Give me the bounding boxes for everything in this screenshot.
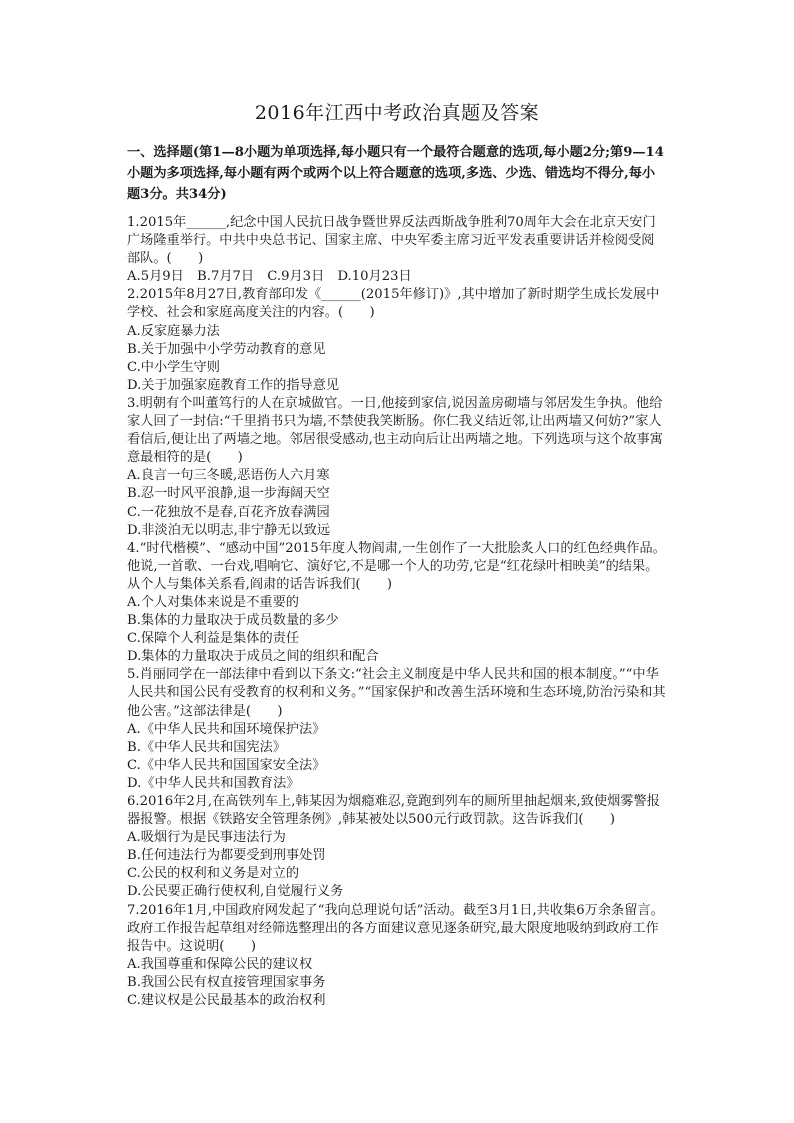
question-option: B.关于加强中小学劳动教育的意见 <box>127 341 326 357</box>
question-stem: 7.2016年1月,中国政府网发起了“我向总理说句话”活动。截至3月1日,共收集6万余条留言。政府工作报告起草组对经筛选整理出的各方面建议意见逐条研究,最大限度地吸纳到政府工作报告中。这说明( ) <box>127 902 664 954</box>
question-option: C.公民的权利和义务是对立的 <box>127 866 300 882</box>
question-option: D.关于加强家庭教育工作的指导意见 <box>127 377 340 393</box>
question-option: D.公民要正确行使权利,自觉履行义务 <box>127 884 344 900</box>
question-option: B.《中华人民共和国宪法》 <box>127 739 286 755</box>
question-stem: 6.2016年2月,在高铁列车上,韩某因为烟瘾难忍,竟跑到列车的厕所里抽起烟来,致使烟雾警报器报警。根据《铁路安全管理条例》,韩某被处以500元行政罚款。这告诉我们( ) <box>127 794 660 828</box>
question-option: B.集体的力量取决于成员数量的多少 <box>127 613 339 629</box>
question-option: A.我国尊重和保障公民的建议权 <box>127 956 313 972</box>
question-option: A.反家庭暴力法 <box>127 323 220 339</box>
question-option: A.《中华人民共和国环境保护法》 <box>127 721 326 737</box>
question-option: A.吸烟行为是民事违法行为 <box>127 830 286 846</box>
question-option: B.我国公民有权直接管理国家事务 <box>127 974 326 990</box>
question-option: C.建议权是公民最基本的政治权利 <box>127 993 326 1009</box>
question-option: B.忍一时风平浪静,退一步海阔天空 <box>127 486 330 502</box>
question-option: C.保障个人利益是集体的责任 <box>127 631 300 647</box>
page-title: 2016年江西中考政治真题及答案 <box>254 102 540 124</box>
question-stem: 5.肖丽同学在一部法律中看到以下条文:“社会主义制度是中华人民共和国的根本制度。”“中华人民共和国公民有受教育的权利和义务。”“国家保护和改善生活环境和生态环境,防治污染和其他公害。”这部法律是( ) <box>127 667 666 719</box>
question-stem: 1.2015年______,纪念中国人民抗日战争暨世界反法西斯战争胜利70周年大会在北京天安门广场隆重举行。中共中央总书记、国家主席、中央军委主席习近平发表重要讲话并检阅受阅部队。( ) <box>127 215 656 267</box>
question-option: D.集体的力量取决于成员之间的组织和配合 <box>127 649 379 665</box>
question-option: D.《中华人民共和国教育法》 <box>127 775 300 791</box>
question-stem: 3.明朝有个叫董笃行的人在京城做官。一日,他接到家信,说因盖房砌墙与邻居发生争执。他给家人回了一封信:“千里捎书只为墙,不禁使我笑断肠。你仁我义结近邻,让出两墙又何妨?”家人看信后,便让出了两墙之地。邻居很受感动,也主动向后让出两墙之地。下列选项与这个故事寓意最相符的是( ) <box>127 395 663 466</box>
question-option: C.《中华人民共和国国家安全法》 <box>127 757 326 773</box>
question-option: B.任何违法行为都要受到刑事处罚 <box>127 848 326 864</box>
section-heading: 一、选择题(第1—8小题为单项选择,每小题只有一个最符合题意的选项,每小题2分;第9—14小题为多项选择,每小题有两个或两个以上符合题意的选项,多选、少选、错选均不得分,每小题3分。共34分) <box>127 145 664 202</box>
question-stem: 2.2015年8月27日,教育部印发《______(2015年修订)》,其中增加了新时期学生成长发展中学校、社会和家庭高度关注的内容。( ) <box>127 287 660 321</box>
question-list <box>127 214 667 1010</box>
question-options-inline: A.5月9日 B.7月7日 C.9月3日 D.10月23日 <box>127 269 412 285</box>
question-stem: 4.“时代楷模”、“感动中国”2015年度人物阎肃,一生创作了一大批脍炙人口的红色经典作品。他说,一首歌、一台戏,唱响它、演好它,不是哪一个人的功劳,它是“红花绿叶相映美”的结果。从个人与集体关系看,阎肃的话告诉我们( ) <box>127 540 666 592</box>
question-option: C.中小学生守则 <box>127 359 220 375</box>
question-option: C.一花独放不是春,百花齐放春满园 <box>127 504 330 520</box>
question-option: D.非淡泊无以明志,非宁静无以致远 <box>127 522 331 538</box>
question-option: A.良言一句三冬暖,恶语伤人六月寒 <box>127 468 330 484</box>
question-option: A.个人对集体来说是不重要的 <box>127 594 299 610</box>
